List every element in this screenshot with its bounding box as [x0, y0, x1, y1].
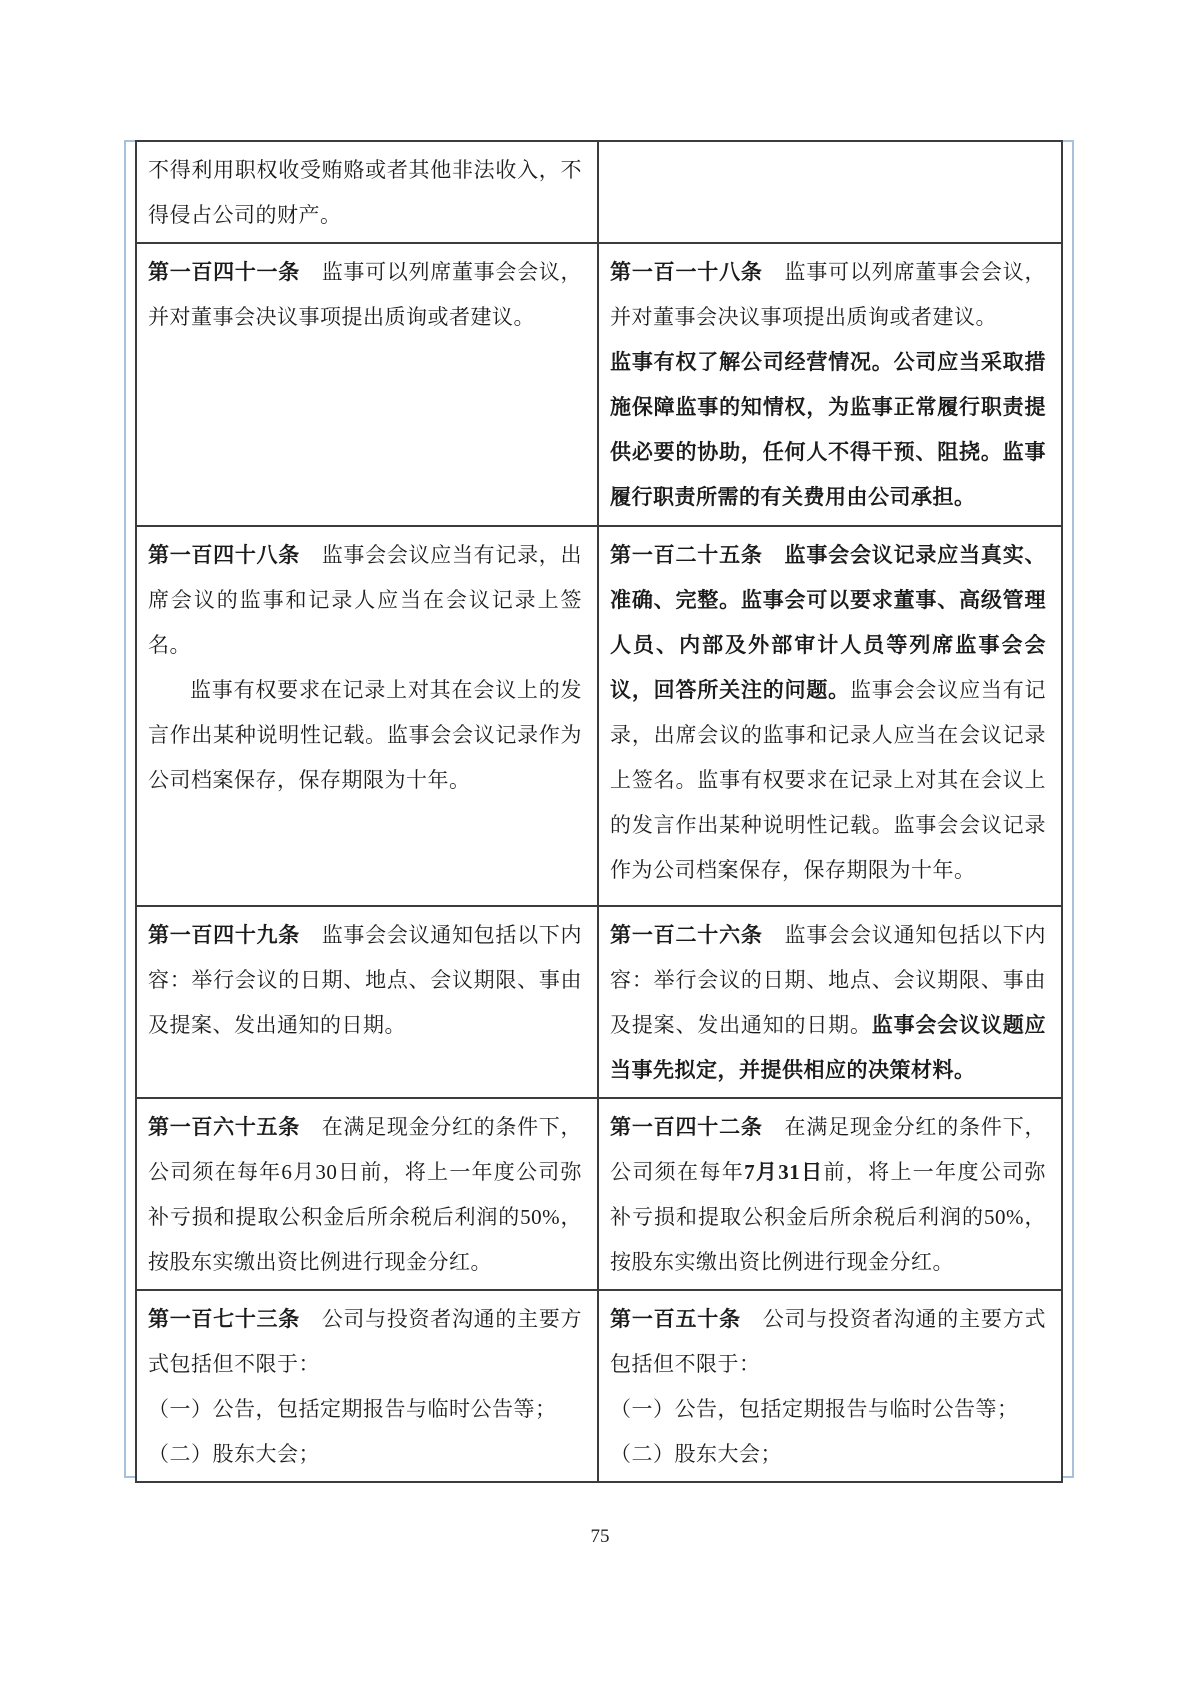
paragraph	[610, 913, 1046, 1093]
table-row	[137, 1099, 1061, 1291]
table-cell-new-clause	[599, 527, 1061, 905]
bold-text-run: 7月31日	[744, 1160, 824, 1184]
table-cell-new-clause	[599, 907, 1061, 1097]
paragraph	[610, 1105, 1046, 1285]
bold-text-run: 第一百七十三条	[148, 1307, 300, 1331]
table-row	[137, 1291, 1061, 1481]
bold-text-run: 监事会会议记录应当真实、准确、完整。监事会可以要求董事、高级管理人员、内部及外部审计人员等列席监事会会议，回答所关注的问题。	[610, 543, 1047, 702]
paragraph	[610, 340, 1046, 520]
bold-text-run: 第一百四十二条	[610, 1115, 763, 1139]
paragraph	[610, 1297, 1046, 1387]
bold-text-run: 第一百四十一条	[148, 260, 300, 284]
table-cell-old-clause	[137, 244, 599, 525]
text-run: （一）公告，包括定期报告与临时公告等；	[148, 1397, 557, 1421]
text-run: 公司与投资者沟通的主要方式包括但不限于：	[148, 1307, 583, 1376]
text-run: 监事会会议通知包括以下内容：举行会议的日期、地点、会议期限、事由及提案、发出通知的日期。	[610, 923, 1047, 1037]
table-cell-old-clause	[137, 142, 599, 242]
text-run: 监事会会议应当有记录，出席会议的监事和记录人应当在会议记录上签名。	[148, 543, 583, 657]
text-run: 监事可以列席董事会会议，并对董事会决议事项提出质询或者建议。	[610, 260, 1047, 329]
bold-text-run: 第一百六十五条	[148, 1115, 300, 1139]
text-run: 在满足现金分红的条件下，公司须在每年6月30日前，将上一年度公司弥补亏损和提取公积金后所余税后利润的50%，按股东实缴出资比例进行现金分红。	[148, 1115, 583, 1274]
table-row	[137, 142, 1061, 244]
table-cell-old-clause	[137, 1291, 599, 1481]
paragraph	[148, 533, 582, 668]
paragraph	[148, 1387, 582, 1432]
table-row	[137, 527, 1061, 907]
paragraph	[148, 1105, 582, 1285]
text-run: 不得利用职权收受贿赂或者其他非法收入，不得侵占公司的财产。	[148, 158, 582, 227]
text-run: 在满足现金分红的条件下，公司须在每年	[610, 1115, 1047, 1184]
paragraph	[148, 250, 582, 340]
bold-text-run: 监事有权了解公司经营情况。公司应当采取措施保障监事的知情权，为监事正常履行职责提供必要的协助，任何人不得干预、阻挠。监事履行职责所需的有关费用由公司承担。	[610, 350, 1046, 509]
table-cell-new-clause	[599, 1291, 1061, 1481]
table-cell-old-clause	[137, 1099, 599, 1289]
bold-text-run: 第一百五十条	[610, 1307, 741, 1331]
text-run: 监事会会议应当有记录，出席会议的监事和记录人应当在会议记录上签名。监事有权要求在记录上对其在会议上的发言作出某种说明性记载。监事会会议记录作为公司档案保存，保存期限为十年。	[610, 678, 1047, 882]
paragraph	[610, 533, 1046, 893]
paragraph	[610, 250, 1046, 340]
text-run: 监事有权要求在记录上对其在会议上的发言作出某种说明性记载。监事会会议记录作为公司档案保存，保存期限为十年。	[148, 678, 582, 792]
paragraph	[148, 1432, 582, 1477]
paragraph	[148, 668, 582, 803]
bold-text-run: 第一百二十五条	[610, 543, 763, 567]
bold-text-run: 第一百二十六条	[610, 923, 763, 947]
page-number: 75	[590, 1526, 610, 1547]
table-row	[137, 244, 1061, 527]
table-cell-old-clause	[137, 907, 599, 1097]
table-cell-old-clause	[137, 527, 599, 905]
text-run: 公司与投资者沟通的主要方式包括但不限于：	[610, 1307, 1047, 1376]
text-run: （一）公告，包括定期报告与临时公告等；	[610, 1397, 1019, 1421]
paragraph	[148, 1297, 582, 1387]
bold-text-run: 第一百一十八条	[610, 260, 763, 284]
table-row	[137, 907, 1061, 1099]
table-cell-new-clause	[599, 244, 1061, 525]
bold-text-run: 监事会会议议题应当事先拟定，并提供相应的决策材料。	[610, 1013, 1047, 1082]
text-run: 监事会会议通知包括以下内容：举行会议的日期、地点、会议期限、事由及提案、发出通知的日期。	[148, 923, 583, 1037]
paragraph	[148, 148, 582, 238]
table-cell-new-clause	[599, 142, 1061, 242]
paragraph	[148, 913, 582, 1048]
bold-text-run: 第一百四十八条	[148, 543, 300, 567]
comparison-table	[135, 140, 1063, 1483]
text-run: 前，将上一年度公司弥补亏损和提取公积金后所余税后利润的50%，按股东实缴出资比例进行现金分红。	[610, 1160, 1047, 1274]
table-cell-new-clause	[599, 1099, 1061, 1289]
paragraph	[610, 1432, 1046, 1477]
text-run: 监事可以列席董事会会议，并对董事会决议事项提出质询或者建议。	[148, 260, 583, 329]
paragraph	[610, 1387, 1046, 1432]
bold-text-run: 第一百四十九条	[148, 923, 300, 947]
text-run: （二）股东大会；	[610, 1442, 782, 1466]
text-run: （二）股东大会；	[148, 1442, 320, 1466]
